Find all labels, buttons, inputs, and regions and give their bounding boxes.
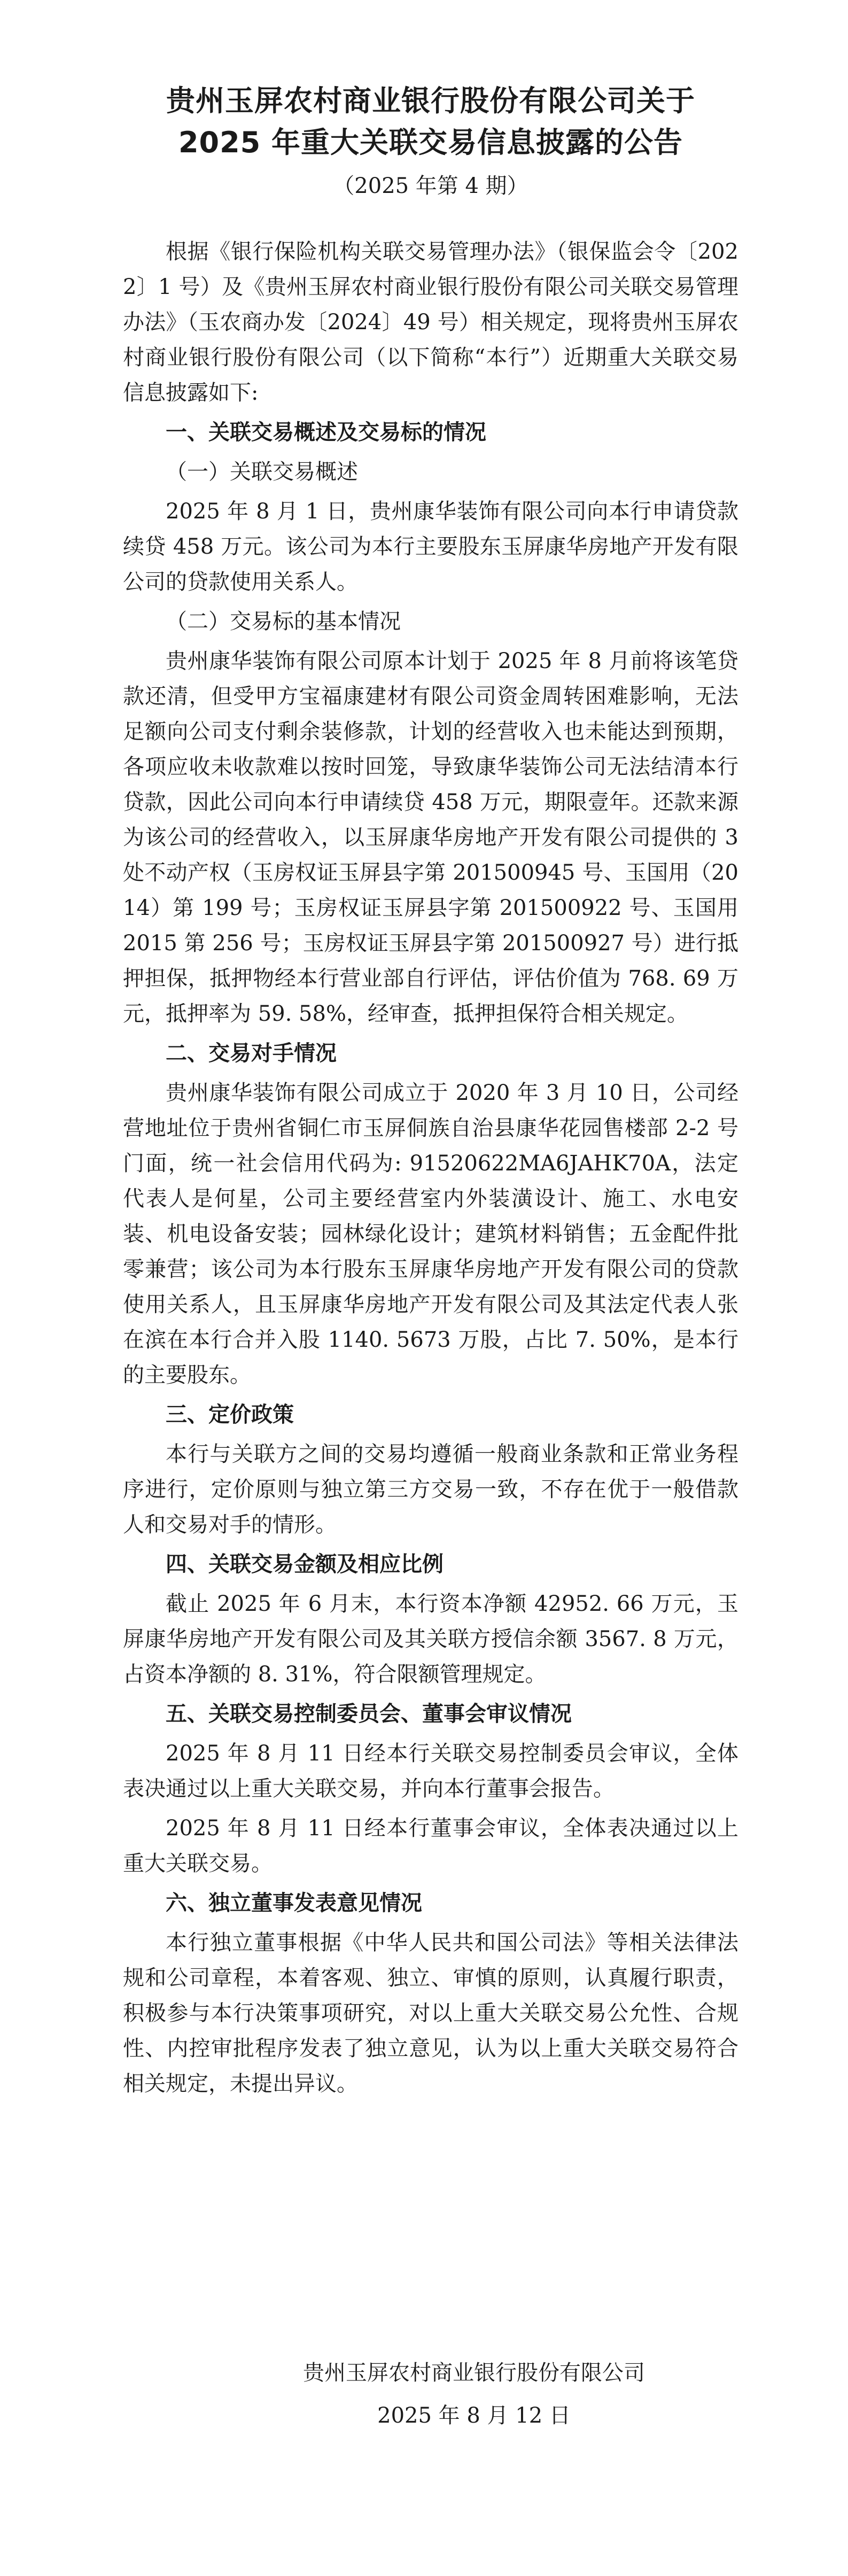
paragraph-5-1: 2025 年 8 月 11 日经本行关联交易控制委员会审议，全体表决通过以上重大关联交易，并向本行董事会报告。 <box>123 1741 738 1801</box>
title-line-1: 贵州玉屏农村商业银行股份有限公司关于 <box>166 84 695 118</box>
subsection-heading-1-2: （二）交易标的基本情况 <box>166 609 401 634</box>
section-heading-1: 一、关联交易概述及交易标的情况 <box>166 420 486 445</box>
signature-date: 2025 年 8 月 12 日 <box>377 2403 571 2428</box>
intro-paragraph: 根据《银行保险机构关联交易管理办法》（银保监会令〔2022〕1 号）及《贵州玉屏农村商业银行股份有限公司关联交易管理办法》（玉农商办发〔2024〕49 号）相关规定，现将贵州玉屏农村商业银行股份有限公司（以下简称“本行”）近期重大关联交易信息披露如下: <box>123 239 738 405</box>
paragraph-2: 贵州康华装饰有限公司成立于 2020 年 3 月 10 日，公司经营地址位于贵州省铜仁市玉屏侗族自治县康华花园售楼部 2-2 号门面，统一社会信用代码为: 91520622MA6JAHK70A，法定代表人是何星，公司主要经营室内外装潢设计、施工、水电安装、机电设备安装；园林绿化设计；建筑材料销售；五金配件批零兼营；该公司为本行股东玉屏康华房地产开发有限公司的贷款使用关系人，且玉屏康华房地产开发有限公司及其法定代表人张在滨在本行合并入股 1140. 5673 万股，占比 7. 50%，是本行的主要股东。 <box>123 1081 738 1387</box>
paragraph-6: 本行独立董事根据《中华人民共和国公司法》等相关法律法规和公司章程，本着客观、独立、审慎的原则，认真履行职责，积极参与本行决策事项研究，对以上重大关联交易公允性、合规性、内控审批程序发表了独立意见，认为以上重大关联交易符合相关规定，未提出异议。 <box>123 1930 738 2096</box>
section-heading-5: 五、关联交易控制委员会、董事会审议情况 <box>166 1702 572 1726</box>
signature-org: 贵州玉屏农村商业银行股份有限公司 <box>303 2361 645 2385</box>
paragraph-5-2: 2025 年 8 月 11 日经本行董事会审议，全体表决通过以上重大关联交易。 <box>123 1816 738 1876</box>
title-line-2: 2025 年重大关联交易信息披露的公告 <box>178 126 683 159</box>
signature-block <box>0 2352 848 2437</box>
document-title <box>123 80 738 164</box>
paragraph-1-1: 2025 年 8 月 1 日，贵州康华装饰有限公司向本行申请贷款续贷 458 万元。该公司为本行主要股东玉屏康华房地产开发有限公司的贷款使用关系人。 <box>123 499 738 594</box>
section-heading-2: 二、交易对手情况 <box>166 1041 337 1066</box>
paragraph-3: 本行与关联方之间的交易均遵循一般商业条款和正常业务程序进行，定价原则与独立第三方交易一致，不存在优于一般借款人和交易对手的情形。 <box>123 1442 738 1537</box>
issue-number: （2025 年第 4 期） <box>333 174 528 198</box>
paragraph-4: 截止 2025 年 6 月末，本行资本净额 42952. 66 万元，玉屏康华房地产开发有限公司及其关联方授信余额 3567. 8 万元，占资本净额的 8. 31%，符合限额管理规定。 <box>123 1592 738 1687</box>
subsection-heading-1-1: （一）关联交易概述 <box>166 460 358 484</box>
section-heading-3: 三、定价政策 <box>166 1402 294 1427</box>
paragraph-1-2: 贵州康华装饰有限公司原本计划于 2025 年 8 月前将该笔贷款还清，但受甲方宝福康建材有限公司资金周转困难影响，无法足额向公司支付剩余装修款，计划的经营收入也未能达到预期，各项应收未收款难以按时回笼，导致康华装饰公司无法结清本行贷款，因此公司向本行申请续贷 458 万元，期限壹年。还款来源为该公司的经营收入，以玉屏康华房地产开发有限公司提供的 3 处不动产权（玉房权证玉屏县字第 201500945 号、玉国用（2014）第 199 号；玉房权证玉屏县字第 201500922 号、玉国用 2015 第 256 号；玉房权证玉屏县字第 201500927 号）进行抵押担保，抵押物经本行营业部自行评估，评估价值为 768. 69 万元，抵押率为 59. 58%，经审查，抵押担保符合相关规定。 <box>123 649 738 1026</box>
section-heading-6: 六、独立董事发表意见情况 <box>166 1891 422 1915</box>
section-heading-4: 四、关联交易金额及相应比例 <box>166 1552 444 1577</box>
